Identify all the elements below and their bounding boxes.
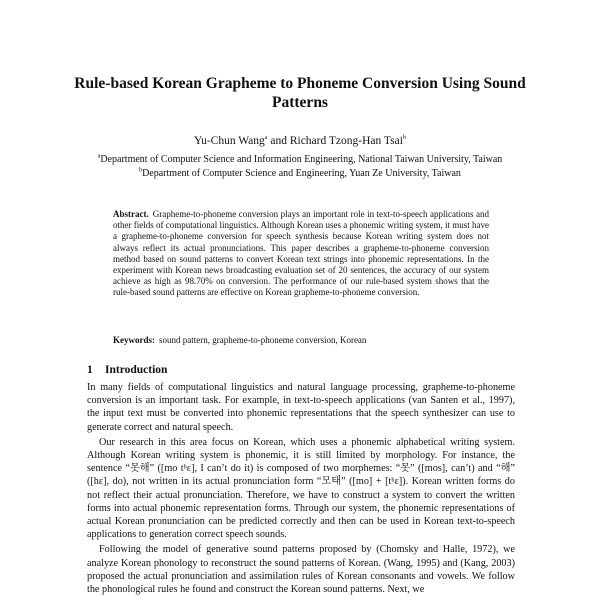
author-name: Yu-Chun Wang (194, 135, 265, 147)
affiliation-mark: b (139, 167, 143, 174)
affiliation-text: Department of Computer Science and Information Engineering, National Taiwan University, Taiwan (100, 154, 503, 165)
abstract-text: Grapheme-to-phoneme conversion plays an important role in text-to-speech applications and other fields of computational linguistics. Although Korean uses a phonemic writing system, it must have a grapheme-to-phoneme conversion for speech synthesis because Korean writing system does not always reflect its actual pronunciations. This paper describes a grapheme-to-phoneme conversion method based on sound patterns to convert Korean text strings into phonemic representations. In the experiment with Korean news broadcasting evaluation set of 20 sentences, the accuracy of our system achieve as high as 98.70% on conversion. The performance of our rule-based system shows that the rule-based sound patterns are effective on Korean grapheme-to-phoneme conversion. (113, 209, 489, 298)
section-title: Introduction (105, 364, 168, 376)
section-number: 1 (87, 364, 93, 376)
author-connector: and (267, 135, 290, 147)
keywords-text: sound pattern, grapheme-to-phoneme conversion, Korean (159, 335, 367, 345)
keywords-label: Keywords: (113, 335, 155, 345)
abstract-label: Abstract. (113, 209, 149, 219)
affiliation-mark: a (97, 153, 101, 160)
section-heading (87, 363, 517, 377)
paper-title: Rule-based Korean Grapheme to Phoneme Conversion Using Sound Patterns (74, 75, 526, 111)
abstract (113, 209, 489, 299)
section-body (87, 381, 515, 598)
affiliation-mark: a (264, 135, 268, 142)
body-paragraph: Our research in this area focus on Korean, which uses a phonemic alphabetical writing system. Although Korean writing system is phonemic, it is still limited by morphology. For instance, the sentence “못해” ([mo tʰɛ], I can’t do it) is composed of two morphemes: “못” ([mos], can’t) and “해” ([hɛ], do), not written in its actual pronunciation form “모태” ([mo] + [tʰɛ]). Korean written forms do not reflect their actual pronunciation. Therefore, we have to construct a system to convert the written forms into actual phonemic representation forms. Through our system, the phonemic representations of actual Korean pronunciation can be predicted correctly and then can be used in Korean text-to-speech applications to generation correct speech sounds. (87, 436, 515, 541)
keywords (113, 335, 489, 346)
author-name: Richard Tzong-Han Tsai (289, 135, 403, 147)
affiliation (40, 153, 560, 166)
author-line (60, 134, 540, 148)
body-paragraph: Following the model of generative sound patterns proposed by (Chomsky and Halle, 1972), we analyze Korean phonology to reconstruct the sound patterns of Korean. (Wang, 1995) and (Kang, 2003) proposed the actual pronunciation and assimilation rules of Korean consonants and vowels. We follow the phonological rules he found and construct the Korean sound patterns. Next, we (87, 544, 515, 596)
body-paragraph: In many fields of computational linguistics and natural language processing, grapheme-to-phoneme conversion is an important task. For example, in text-to-speech applications (van Santen et al., 1997), the input text must be converted into phonemic representations that the speech synthesizer can use to generate correct and natural speech. (87, 382, 515, 433)
affiliation-text: Department of Computer Science and Engineering, Yuan Ze University, Taiwan (142, 168, 461, 179)
affiliation (40, 167, 560, 180)
affiliation-mark: b (402, 135, 406, 142)
